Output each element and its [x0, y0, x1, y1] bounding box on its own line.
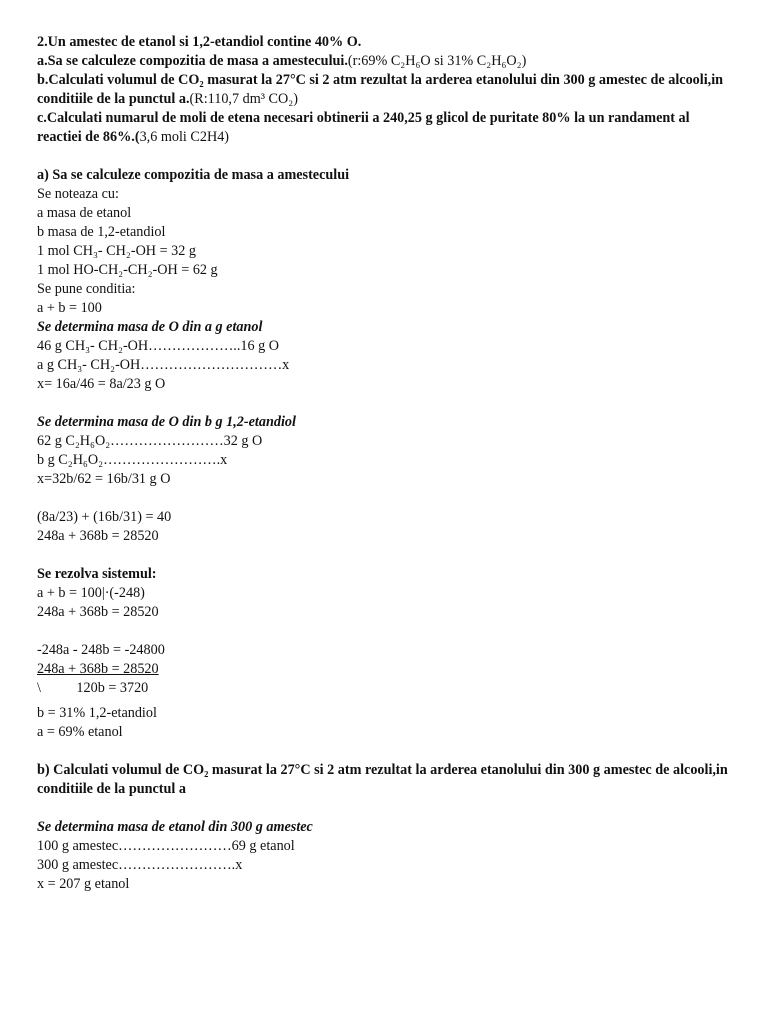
equation-line: 248a + 368b = 28520 [37, 528, 159, 544]
problem-part-a [37, 52, 737, 71]
part-b-section [37, 761, 737, 894]
problem-statement [37, 33, 737, 147]
problem-title: 2.Un amestec de etanol si 1,2-etandiol contine 40% O. [37, 34, 362, 50]
equation-line: 248a + 368b = 28520 [37, 604, 159, 620]
result-line: a = 69% etanol [37, 724, 123, 740]
problem-part-b-text: b.Calculati volumul de CO₂ masurat la 27°C si 2 atm rezultat la arderea etanolului din 300 g amestec de alcooli,in conditiile de la punctul a. [37, 72, 724, 107]
document-page [37, 33, 737, 894]
text-line: 46 g CH₃- CH₂-OH………………..16 g O [37, 338, 280, 354]
text-line: a masa de etanol [37, 205, 132, 221]
text-line: x= 16a/46 = 8a/23 g O [37, 376, 166, 392]
subheading-solve-system: Se rezolva sistemul: [37, 566, 157, 582]
text-line: Se noteaza cu: [37, 186, 119, 202]
text-line: a g CH₃- CH₂-OH…………………………x [37, 357, 290, 373]
text-line: b masa de 1,2-etandiol [37, 224, 166, 240]
subheading-oxygen-ethanol: Se determina masa de O din a g etanol [37, 319, 263, 335]
subheading-oxygen-ethanediol: Se determina masa de O din b g 1,2-etandiol [37, 414, 296, 430]
equation-line: -248a - 248b = -24800 [37, 642, 165, 658]
problem-part-b [37, 71, 737, 109]
part-a-heading: a) Sa se calculeze compozitia de masa a amestecului [37, 167, 350, 183]
equation-line: (8a/23) + (16b/31) = 40 [37, 509, 172, 525]
subheading-ethanol-mass: Se determina masa de etanol din 300 g amestec [37, 819, 313, 835]
part-b-heading: b) Calculati volumul de CO₂ masurat la 27°C si 2 atm rezultat la arderea etanolului din 300 g amestec de alcooli,in conditiile de la punctul a [37, 762, 728, 797]
problem-part-a-text: a.Sa se calculeze compozitia de masa a amestecului. [37, 53, 348, 69]
equation-line: \ 120b = 3720 [37, 680, 149, 696]
text-line: 100 g amestec……………………69 g etanol [37, 838, 295, 854]
text-line: x=32b/62 = 16b/31 g O [37, 471, 171, 487]
text-line: 1 mol HO-CH₂-CH₂-OH = 62 g [37, 262, 218, 278]
problem-part-b-answer: (R:110,7 dm³ CO₂) [189, 91, 298, 107]
text-line: 62 g C₂H₆O₂……………………32 g O [37, 433, 263, 449]
text-line: 1 mol CH₃- CH₂-OH = 32 g [37, 243, 196, 259]
text-line: a + b = 100 [37, 300, 102, 316]
problem-part-c-answer: 3,6 moli C2H4) [139, 129, 230, 145]
text-line: 300 g amestec…………………….x [37, 857, 243, 873]
problem-part-c-text: c.Calculati numarul de moli de etena necesari obtinerii a 240,25 g glicol de puritate 80% la un randament al reactiei de 86%.( [37, 110, 690, 145]
problem-part-a-answer: (r:69% C₂H₆O si 31% C₂H₆O₂) [347, 53, 527, 69]
text-line: x = 207 g etanol [37, 876, 130, 892]
text-line: b g C₂H₆O₂…………………….x [37, 452, 228, 468]
result-line: b = 31% 1,2-etandiol [37, 705, 157, 721]
problem-part-c [37, 109, 737, 147]
equation-line: a + b = 100|·(-248) [37, 585, 145, 601]
part-a-section [37, 166, 737, 742]
equation-line-underlined: 248a + 368b = 28520 [37, 661, 159, 677]
text-line: Se pune conditia: [37, 281, 136, 297]
